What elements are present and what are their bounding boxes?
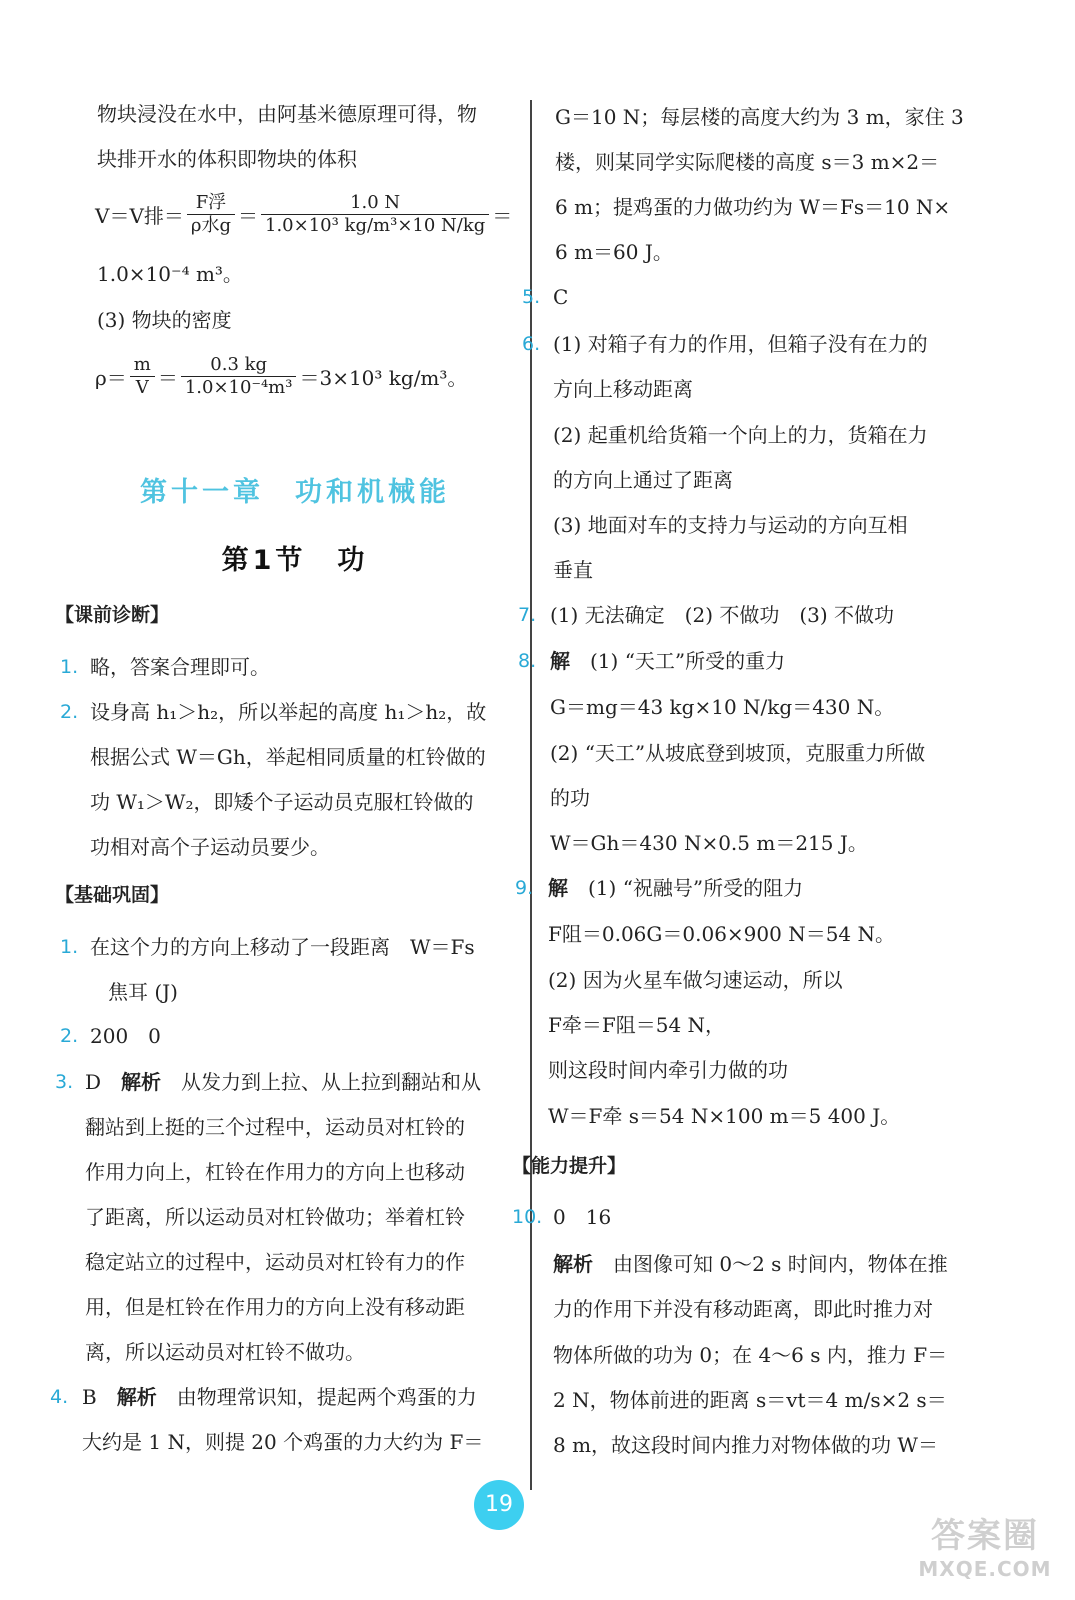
text-line: 块排开水的体积即物块的体积 [97,147,357,171]
text-line: 方向上移动距离 [553,377,693,401]
text-line: 设身高 h₁＞h₂，所以举起的高度 h₁＞h₂，故 [90,700,487,724]
solution-tag: 解 [550,649,570,673]
fraction-numerator: 1.0 N [261,192,489,215]
solution-tag: 解 [548,876,568,900]
equation-density [95,354,467,399]
fraction [261,192,489,237]
watermark-url: MXQE.COM [918,1557,1052,1581]
section-heading: 【课前诊断】 [55,604,170,626]
fraction-numerator: F浮 [187,192,235,215]
text-line: 200 0 [90,1024,161,1048]
question-number: 6. [522,333,541,355]
analysis-tag: 解析 [121,1070,162,1094]
question-number: 1. [60,656,79,678]
section-title: 第1节 功 [221,545,369,576]
text-line: W＝F牵 s＝54 N×100 m＝5 400 J。 [548,1104,901,1128]
page-number: 19 [474,1480,524,1530]
text-line [550,649,785,673]
text-line: 稳定站立的过程中，运动员对杠铃有力的作 [85,1250,465,1274]
question-number: 5. [522,286,541,308]
fraction-denominator: 1.0×10⁻⁴m³ [184,377,293,398]
text-line: F阻＝0.06G＝0.06×900 N＝54 N。 [548,922,896,946]
question-number: 7. [518,604,537,626]
text-line: 的功 [550,786,590,810]
fraction [187,192,235,237]
question-number: 10. [512,1206,543,1228]
text-line: (1) 对箱子有力的作用，但箱子没有在力的 [553,332,928,356]
question-number: 4. [50,1386,69,1408]
eq-text: ＝ [157,366,178,390]
text-line: 翻站到上挺的三个过程中，运动员对杠铃的 [85,1115,465,1139]
fraction-denominator: V [135,377,149,398]
question-number: 9. [515,877,534,899]
analysis-tag: 解析 [116,1385,157,1409]
text-line: 楼，则某同学实际爬楼的高度 s＝3 m×2＝ [555,150,940,174]
text-span: (1) “祝融号”所受的阻力 [588,876,804,900]
eq-text: ρ＝ [95,366,127,390]
answer-letter: D [85,1070,102,1094]
text-line [553,1252,948,1276]
fraction-numerator: 0.3 kg [181,354,297,377]
question-number: 8. [518,650,537,672]
text-line [548,876,803,900]
eq-text: V＝V排＝ [95,204,184,228]
text-line: 1.0×10⁻⁴ m³。 [97,262,243,286]
text-line: 6 m＝60 J。 [555,240,673,264]
eq-text: ＝3×10³ kg/m³。 [299,366,468,390]
fraction-numerator: m [130,354,155,377]
text-line: 焦耳 (J) [108,980,178,1004]
answer-letter: B [82,1385,97,1409]
text-line: 2 N，物体前进的距离 s＝vt＝4 m/s×2 s＝ [553,1388,947,1412]
text-line: W＝Gh＝430 N×0.5 m＝215 J。 [550,831,868,855]
text-line: 了距离，所以运动员对杠铃做功；举着杠铃 [85,1205,465,1229]
text-line: (2) 起重机给货箱一个向上的力，货箱在力 [553,423,928,447]
text-line: G＝mg＝43 kg×10 N/kg＝430 N。 [550,695,895,719]
equation-volume [95,192,512,237]
text-line: 的方向上通过了距离 [553,468,733,492]
text-line: 用，但是杠铃在作用力的方向上没有移动距 [85,1295,465,1319]
watermark-text: 答案圈 [931,1516,1039,1556]
text-line [85,1070,481,1094]
question-number: 2. [60,701,79,723]
analysis-tag: 解析 [553,1252,593,1276]
text-line [82,1385,477,1409]
fraction-denominator: 1.0×10³ kg/m³×10 N/kg [265,215,486,236]
text-line: (1) 无法确定 (2) 不做功 (3) 不做功 [550,603,895,627]
text-line: 6 m；提鸡蛋的力做功约为 W＝Fs＝10 N× [555,195,951,219]
text-line: 功 W₁＞W₂，即矮个子运动员克服杠铃做的 [90,790,474,814]
text-line: 物体所做的功为 0；在 4～6 s 内，推力 F＝ [553,1343,948,1367]
text-line: 0 16 [553,1205,612,1229]
text-span: 由图像可知 0～2 s 时间内，物体在推 [613,1252,948,1276]
question-number: 2. [60,1025,79,1047]
text-line: (2) “天工”从坡底登到坡顶，克服重力所做 [550,741,926,765]
eq-text: ＝ [492,204,513,228]
fraction-denominator: ρ水g [190,215,231,236]
text-line: 根据公式 W＝Gh，举起相同质量的杠铃做的 [90,745,486,769]
text-line: (3) 物块的密度 [97,308,232,332]
question-number: 3. [55,1071,74,1093]
section-heading: 【基础巩固】 [55,884,170,906]
fraction [130,354,155,399]
text-span: 从发力到上拉、从上拉到翻站和从 [181,1070,482,1094]
eq-text: ＝ [238,204,258,228]
fraction [181,354,297,399]
text-line: 8 m，故这段时间内推力对物体做的功 W＝ [553,1433,938,1457]
text-line: F牵＝F阻＝54 N， [548,1013,726,1037]
text-line: 垂直 [553,558,593,582]
question-number: 1. [60,936,79,958]
text-line: 力的作用下并没有移动距离，即此时推力对 [553,1297,933,1321]
text-line: 则这段时间内牵引力做的功 [548,1058,788,1082]
text-line: 大约是 1 N，则提 20 个鸡蛋的力大约为 F＝ [82,1430,484,1454]
text-line: 离，所以运动员对杠铃不做功。 [85,1340,365,1364]
section-heading: 【能力提升】 [512,1155,627,1177]
text-line: (2) 因为火星车做匀速运动，所以 [548,968,843,992]
text-line: (3) 地面对车的支持力与运动的方向互相 [553,513,908,537]
chapter-title: 第十一章 功和机械能 [140,477,450,508]
text-line: 物块浸没在水中，由阿基米德原理可得，物 [97,102,477,126]
text-line: 在这个力的方向上移动了一段距离 W＝Fs [90,935,475,959]
text-span: (1) “天工”所受的重力 [590,649,786,673]
watermark-logo [910,1508,1060,1588]
text-line: 作用力向上，杠铃在作用力的方向上也移动 [85,1160,465,1184]
text-line: 功相对高个子运动员要少。 [90,835,330,859]
text-line: C [553,285,569,309]
text-line: G＝10 N；每层楼的高度大约为 3 m，家住 3 [555,105,964,129]
text-line: 略，答案合理即可。 [90,655,270,679]
text-span: 由物理常识知，提起两个鸡蛋的力 [176,1385,477,1409]
